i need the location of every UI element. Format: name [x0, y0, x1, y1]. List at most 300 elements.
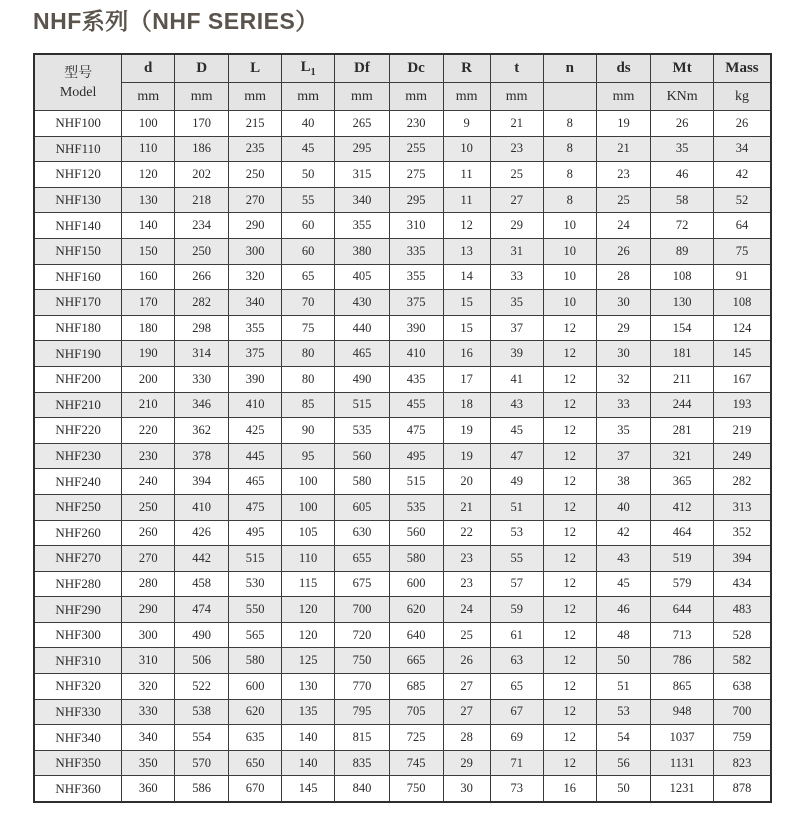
table-cell: 67 [490, 699, 543, 725]
table-cell: 720 [335, 622, 390, 648]
table-cell: 135 [282, 699, 335, 725]
table-cell: 12 [543, 392, 596, 418]
table-row [34, 571, 771, 597]
table-cell: 34 [713, 136, 771, 162]
table-cell: 110 [122, 136, 175, 162]
table-cell: 425 [229, 418, 282, 444]
table-cell: 530 [229, 571, 282, 597]
table-cell: 250 [229, 162, 282, 188]
table-cell: 275 [389, 162, 443, 188]
table-cell: 410 [175, 494, 229, 520]
table-cell: 200 [122, 366, 175, 392]
model-cell: NHF140 [34, 213, 122, 239]
table-cell: 655 [335, 546, 390, 572]
table-cell: 27 [443, 674, 490, 700]
table-cell: 280 [122, 571, 175, 597]
table-cell: 8 [543, 111, 596, 137]
table-cell: 290 [122, 597, 175, 623]
table-cell: 51 [596, 674, 651, 700]
table-cell: 786 [651, 648, 714, 674]
table-cell: 19 [443, 443, 490, 469]
table-cell: 12 [543, 597, 596, 623]
col-unit-d: mm [122, 83, 175, 111]
table-cell: 410 [229, 392, 282, 418]
table-cell: 670 [229, 776, 282, 802]
table-cell: 823 [713, 750, 771, 776]
table-cell: 638 [713, 674, 771, 700]
table-cell: 218 [175, 187, 229, 213]
table-cell: 43 [596, 546, 651, 572]
table-cell: 28 [596, 264, 651, 290]
table-cell: 130 [282, 674, 335, 700]
table-cell: 24 [596, 213, 651, 239]
table-cell: 211 [651, 366, 714, 392]
table-row [34, 187, 771, 213]
table-cell: 49 [490, 469, 543, 495]
table-cell: 640 [389, 622, 443, 648]
table-row [34, 392, 771, 418]
model-cell: NHF170 [34, 290, 122, 316]
table-cell: 365 [651, 469, 714, 495]
table-cell: 270 [229, 187, 282, 213]
table-cell: 27 [490, 187, 543, 213]
table-cell: 515 [335, 392, 390, 418]
model-cell: NHF240 [34, 469, 122, 495]
table-cell: 17 [443, 366, 490, 392]
table-cell: 8 [543, 136, 596, 162]
table-cell: 840 [335, 776, 390, 802]
table-cell: 675 [335, 571, 390, 597]
table-row [34, 494, 771, 520]
table-cell: 120 [122, 162, 175, 188]
table-cell: 483 [713, 597, 771, 623]
table-cell: 35 [490, 290, 543, 316]
table-cell: 61 [490, 622, 543, 648]
table-row [34, 622, 771, 648]
table-cell: 475 [389, 418, 443, 444]
table-cell: 390 [389, 315, 443, 341]
table-row [34, 469, 771, 495]
table-cell: 145 [713, 341, 771, 367]
model-cell: NHF290 [34, 597, 122, 623]
table-row [34, 213, 771, 239]
table-cell: 426 [175, 520, 229, 546]
table-cell: 310 [389, 213, 443, 239]
col-header-r: R [443, 54, 490, 83]
table-cell: 705 [389, 699, 443, 725]
table-cell: 12 [543, 494, 596, 520]
table-cell: 12 [543, 648, 596, 674]
table-cell: 330 [175, 366, 229, 392]
table-cell: 265 [335, 111, 390, 137]
table-cell: 40 [596, 494, 651, 520]
table-row [34, 648, 771, 674]
table-cell: 115 [282, 571, 335, 597]
table-cell: 90 [282, 418, 335, 444]
table-row [34, 520, 771, 546]
table-cell: 15 [443, 290, 490, 316]
table-cell: 100 [122, 111, 175, 137]
table-cell: 22 [443, 520, 490, 546]
table-cell: 21 [596, 136, 651, 162]
table-cell: 12 [543, 520, 596, 546]
table-cell: 140 [282, 725, 335, 751]
table-cell: 108 [651, 264, 714, 290]
table-cell: 42 [713, 162, 771, 188]
table-cell: 10 [543, 238, 596, 264]
table-cell: 600 [389, 571, 443, 597]
col-header-df: Df [335, 54, 390, 83]
table-row [34, 315, 771, 341]
table-cell: 815 [335, 725, 390, 751]
model-cell: NHF300 [34, 622, 122, 648]
table-cell: 29 [490, 213, 543, 239]
table-cell: 700 [335, 597, 390, 623]
table-cell: 442 [175, 546, 229, 572]
table-row [34, 341, 771, 367]
table-cell: 230 [122, 443, 175, 469]
table-cell: 878 [713, 776, 771, 802]
table-cell: 528 [713, 622, 771, 648]
table-cell: 560 [335, 443, 390, 469]
table-cell: 635 [229, 725, 282, 751]
table-cell: 120 [282, 597, 335, 623]
table-row [34, 750, 771, 776]
table-row [34, 418, 771, 444]
table-cell: 430 [335, 290, 390, 316]
table-cell: 475 [229, 494, 282, 520]
col-unit-ds: mm [596, 83, 651, 111]
table-cell: 550 [229, 597, 282, 623]
table-cell: 630 [335, 520, 390, 546]
table-cell: 340 [122, 725, 175, 751]
table-cell: 519 [651, 546, 714, 572]
table-cell: 282 [175, 290, 229, 316]
table-cell: 24 [443, 597, 490, 623]
table-cell: 12 [543, 315, 596, 341]
table-body [34, 111, 771, 803]
table-cell: 145 [282, 776, 335, 802]
table-cell: 295 [335, 136, 390, 162]
table-cell: 750 [389, 776, 443, 802]
table-cell: 75 [282, 315, 335, 341]
table-cell: 230 [389, 111, 443, 137]
table-cell: 170 [122, 290, 175, 316]
table-cell: 12 [543, 469, 596, 495]
table-cell: 362 [175, 418, 229, 444]
model-cell: NHF330 [34, 699, 122, 725]
table-cell: 506 [175, 648, 229, 674]
table-cell: 202 [175, 162, 229, 188]
table-cell: 335 [389, 238, 443, 264]
table-cell: 465 [335, 341, 390, 367]
table-cell: 65 [490, 674, 543, 700]
table-cell: 445 [229, 443, 282, 469]
table-row [34, 366, 771, 392]
table-cell: 600 [229, 674, 282, 700]
table-cell: 45 [282, 136, 335, 162]
table-cell: 515 [229, 546, 282, 572]
col-unit-dc: mm [389, 83, 443, 111]
table-cell: 55 [490, 546, 543, 572]
table-cell: 71 [490, 750, 543, 776]
table-cell: 644 [651, 597, 714, 623]
table-cell: 31 [490, 238, 543, 264]
table-cell: 167 [713, 366, 771, 392]
table-cell: 249 [713, 443, 771, 469]
table-cell: 490 [175, 622, 229, 648]
table-cell: 12 [543, 546, 596, 572]
table-row [34, 238, 771, 264]
table-cell: 45 [596, 571, 651, 597]
table-cell: 455 [389, 392, 443, 418]
table-cell: 42 [596, 520, 651, 546]
table-cell: 60 [282, 213, 335, 239]
col-unit-l1: mm [282, 83, 335, 111]
table-row [34, 443, 771, 469]
table-cell: 12 [543, 622, 596, 648]
table-cell: 125 [282, 648, 335, 674]
table-cell: 193 [713, 392, 771, 418]
table-cell: 70 [282, 290, 335, 316]
col-unit-mass: kg [713, 83, 771, 111]
col-unit-n [543, 83, 596, 111]
table-cell: 375 [229, 341, 282, 367]
table-cell: 948 [651, 699, 714, 725]
table-cell: 12 [543, 366, 596, 392]
table-row [34, 111, 771, 137]
table-cell: 58 [651, 187, 714, 213]
table-cell: 12 [543, 750, 596, 776]
table-cell: 51 [490, 494, 543, 520]
table-cell: 10 [543, 264, 596, 290]
table-cell: 330 [122, 699, 175, 725]
table-cell: 54 [596, 725, 651, 751]
model-cell: NHF150 [34, 238, 122, 264]
col-header-ds: ds [596, 54, 651, 83]
table-cell: 29 [596, 315, 651, 341]
table-cell: 725 [389, 725, 443, 751]
table-cell: 186 [175, 136, 229, 162]
table-cell: 8 [543, 162, 596, 188]
table-cell: 23 [443, 571, 490, 597]
table-cell: 394 [713, 546, 771, 572]
table-cell: 150 [122, 238, 175, 264]
table-cell: 120 [282, 622, 335, 648]
table-cell: 270 [122, 546, 175, 572]
table-cell: 46 [651, 162, 714, 188]
col-header-l1: $L_1$ [282, 54, 335, 83]
table-cell: 124 [713, 315, 771, 341]
col-header-t: t [490, 54, 543, 83]
table-cell: 18 [443, 392, 490, 418]
table-cell: 8 [543, 187, 596, 213]
table-cell: 32 [596, 366, 651, 392]
table-cell: 12 [543, 341, 596, 367]
col-unit-l: mm [229, 83, 282, 111]
table-cell: 313 [713, 494, 771, 520]
table-cell: 19 [443, 418, 490, 444]
col-unit-df: mm [335, 83, 390, 111]
table-cell: 63 [490, 648, 543, 674]
col-unit-t: mm [490, 83, 543, 111]
col-unit-r: mm [443, 83, 490, 111]
table-cell: 210 [122, 392, 175, 418]
table-cell: 321 [651, 443, 714, 469]
table-row [34, 136, 771, 162]
table-cell: 295 [389, 187, 443, 213]
table-cell: 170 [175, 111, 229, 137]
table-cell: 23 [490, 136, 543, 162]
table-cell: 14 [443, 264, 490, 290]
table-cell: 700 [713, 699, 771, 725]
table-cell: 21 [490, 111, 543, 137]
table-cell: 565 [229, 622, 282, 648]
table-cell: 522 [175, 674, 229, 700]
table-cell: 46 [596, 597, 651, 623]
table-cell: 64 [713, 213, 771, 239]
table-cell: 770 [335, 674, 390, 700]
table-cell: 15 [443, 315, 490, 341]
table-cell: 560 [389, 520, 443, 546]
table-cell: 1231 [651, 776, 714, 802]
table-cell: 580 [389, 546, 443, 572]
table-cell: 180 [122, 315, 175, 341]
table-cell: 1037 [651, 725, 714, 751]
table-cell: 100 [282, 469, 335, 495]
table-cell: 110 [282, 546, 335, 572]
table-row [34, 162, 771, 188]
table-cell: 26 [596, 238, 651, 264]
table-cell: 105 [282, 520, 335, 546]
table-cell: 750 [335, 648, 390, 674]
col-unit-d: mm [175, 83, 229, 111]
table-cell: 38 [596, 469, 651, 495]
model-cell: NHF160 [34, 264, 122, 290]
table-cell: 380 [335, 238, 390, 264]
col-header-d: d [122, 54, 175, 83]
table-cell: 340 [229, 290, 282, 316]
table-cell: 582 [713, 648, 771, 674]
table-cell: 320 [229, 264, 282, 290]
table-cell: 515 [389, 469, 443, 495]
table-cell: 865 [651, 674, 714, 700]
table-cell: 69 [490, 725, 543, 751]
col-unit-mt: KNm [651, 83, 714, 111]
table-cell: 795 [335, 699, 390, 725]
table-cell: 57 [490, 571, 543, 597]
table-row [34, 597, 771, 623]
table-cell: 458 [175, 571, 229, 597]
table-row [34, 290, 771, 316]
table-cell: 474 [175, 597, 229, 623]
model-cell: NHF190 [34, 341, 122, 367]
table-cell: 434 [713, 571, 771, 597]
table-cell: 240 [122, 469, 175, 495]
table-cell: 26 [651, 111, 714, 137]
table-cell: 12 [543, 699, 596, 725]
table-cell: 56 [596, 750, 651, 776]
col-header-mass: Mass [713, 54, 771, 83]
table-cell: 50 [596, 648, 651, 674]
table-cell: 30 [596, 341, 651, 367]
table-cell: 315 [335, 162, 390, 188]
model-cell: NHF350 [34, 750, 122, 776]
table-cell: 355 [389, 264, 443, 290]
page-title: NHF系列（NHF SERIES） [33, 8, 319, 34]
table-cell: 586 [175, 776, 229, 802]
table-cell: 620 [389, 597, 443, 623]
table-cell: 55 [282, 187, 335, 213]
col-header-d: D [175, 54, 229, 83]
model-cell: NHF100 [34, 111, 122, 137]
table-cell: 12 [543, 674, 596, 700]
table-cell: 85 [282, 392, 335, 418]
model-cell: NHF200 [34, 366, 122, 392]
table-cell: 390 [229, 366, 282, 392]
col-header-n: n [543, 54, 596, 83]
model-cell: NHF120 [34, 162, 122, 188]
table-cell: 260 [122, 520, 175, 546]
table-cell: 12 [543, 443, 596, 469]
table-cell: 160 [122, 264, 175, 290]
table-cell: 605 [335, 494, 390, 520]
table-cell: 340 [335, 187, 390, 213]
model-cell: NHF260 [34, 520, 122, 546]
table-cell: 310 [122, 648, 175, 674]
table-cell: 130 [651, 290, 714, 316]
table-cell: 281 [651, 418, 714, 444]
table-cell: 73 [490, 776, 543, 802]
table-cell: 378 [175, 443, 229, 469]
table-cell: 140 [282, 750, 335, 776]
table-cell: 266 [175, 264, 229, 290]
table-cell: 355 [335, 213, 390, 239]
table-cell: 30 [443, 776, 490, 802]
table-cell: 27 [443, 699, 490, 725]
table-cell: 290 [229, 213, 282, 239]
table-cell: 59 [490, 597, 543, 623]
table-row [34, 674, 771, 700]
table-cell: 580 [229, 648, 282, 674]
model-cell: NHF130 [34, 187, 122, 213]
table-cell: 75 [713, 238, 771, 264]
table-cell: 39 [490, 341, 543, 367]
table-cell: 28 [443, 725, 490, 751]
table-cell: 45 [490, 418, 543, 444]
table-cell: 650 [229, 750, 282, 776]
table-cell: 570 [175, 750, 229, 776]
table-row [34, 546, 771, 572]
model-cell: NHF280 [34, 571, 122, 597]
table-row [34, 725, 771, 751]
model-cell: NHF250 [34, 494, 122, 520]
table-cell: 352 [713, 520, 771, 546]
table-cell: 465 [229, 469, 282, 495]
table-cell: 235 [229, 136, 282, 162]
table-cell: 282 [713, 469, 771, 495]
table-cell: 412 [651, 494, 714, 520]
table-cell: 405 [335, 264, 390, 290]
table-cell: 29 [443, 750, 490, 776]
table-cell: 12 [543, 418, 596, 444]
table-cell: 685 [389, 674, 443, 700]
table-cell: 220 [122, 418, 175, 444]
col-header-dc: Dc [389, 54, 443, 83]
table-cell: 665 [389, 648, 443, 674]
table-cell: 20 [443, 469, 490, 495]
table-cell: 360 [122, 776, 175, 802]
